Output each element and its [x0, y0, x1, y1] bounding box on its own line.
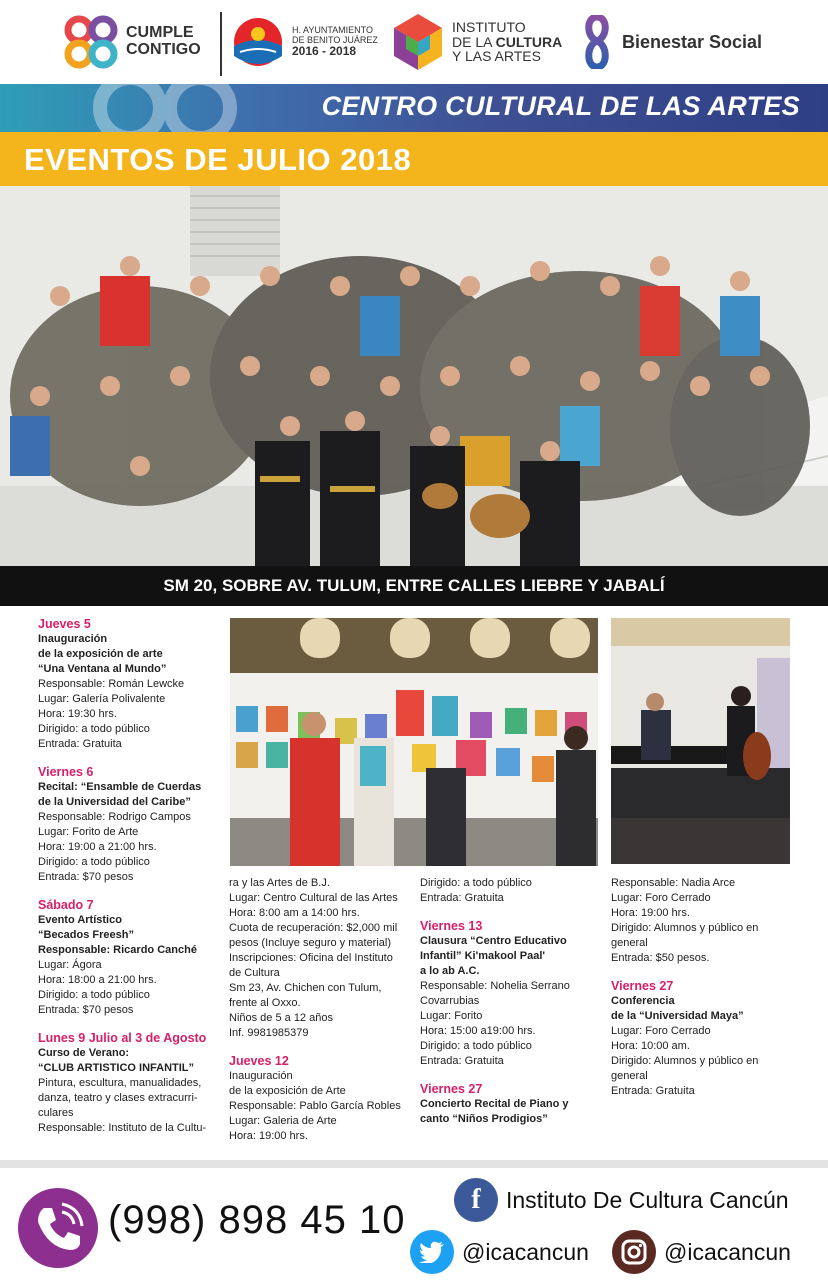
facebook-icon: f [454, 1178, 498, 1222]
event-jueves-12 [229, 1053, 414, 1144]
concert-photo [611, 618, 790, 864]
event-detail: Responsable: Nohelia Serrano [420, 980, 570, 992]
event-concierto-continued [611, 876, 801, 966]
instagram-link[interactable] [612, 1230, 791, 1274]
instagram-icon [612, 1230, 656, 1274]
instituto-cube-icon [392, 12, 444, 72]
event-date: Sábado 7 [38, 898, 94, 912]
cumple-contigo-emblem-icon [64, 15, 118, 69]
event-viernes-6 [38, 764, 224, 885]
event-detail: Inauguración [229, 1070, 293, 1082]
event-detail: frente al Oxxo. [229, 997, 301, 1009]
event-detail: Responsable: Instituto de la Cultu- [38, 1122, 207, 1134]
event-detail: Entrada: Gratuita [611, 1085, 695, 1097]
event-date: Viernes 6 [38, 765, 94, 779]
event-detail: Lugar: Galería Polivalente [38, 693, 166, 705]
ayuntamiento-years: 2016 - 2018 [292, 44, 357, 59]
ayuntamiento-text [292, 26, 378, 57]
event-detail: Hora: 10:00 am. [611, 1040, 690, 1052]
event-detail: Responsable: Nadia Arce [611, 877, 736, 889]
event-detail: Lugar: Foro Cerrado [611, 1025, 711, 1037]
event-detail: Entrada: $50 pesos. [611, 952, 710, 964]
event-detail: Dirigido: a todo público [420, 1040, 532, 1052]
event-heading: “Becados Freesh” [38, 929, 134, 941]
event-detail: Lugar: Galeria de Arte [229, 1115, 337, 1127]
event-detail: Sm 23, Av. Chichen con Tulum, [229, 982, 382, 994]
event-jueves-5 [38, 616, 224, 752]
instituto-line2a: DE LA [452, 33, 496, 50]
event-detail: Responsable: Román Lewcke [38, 678, 185, 690]
address-text: SM 20, SOBRE AV. TULUM, ENTRE CALLES LIEBRE Y JABALÍ [163, 576, 665, 595]
event-viernes-13 [420, 918, 606, 1069]
facebook-link[interactable] [454, 1178, 789, 1222]
event-detail: ra y las Artes de B.J. [229, 877, 330, 889]
banner-decoration-icon [90, 84, 240, 132]
events-column-2 [229, 876, 414, 1156]
event-viernes-27-conferencia [611, 978, 801, 1099]
bienestar-text: Bienestar Social [622, 31, 763, 52]
event-detail: Dirigido: a todo público [38, 856, 150, 868]
instituto-text [452, 20, 562, 64]
event-detail: Lugar: Centro Cultural de las Artes [229, 892, 398, 904]
art-gallery-photo [230, 618, 598, 866]
cumple-contigo-logo [64, 10, 201, 74]
event-heading: a lo ab A.C. [420, 965, 480, 977]
event-date: Viernes 27 [611, 979, 674, 993]
event-detail: Dirigido: a todo público [38, 989, 150, 1001]
event-detail: Lugar: Forito de Arte [38, 826, 139, 838]
event-detail: Pintura, escultura, manualidades, [38, 1077, 202, 1089]
header [0, 0, 828, 84]
event-detail: Inf. 9981985379 [229, 1027, 309, 1039]
event-detail: Entrada: Gratuita [420, 892, 504, 904]
address-bar [0, 566, 828, 606]
event-detail: Inscripciones: Oficina del Instituto [229, 952, 393, 964]
event-heading: “Una Ventana al Mundo” [38, 663, 167, 675]
event-detail: Hora: 19:30 hrs. [38, 708, 117, 720]
contigo-line: CONTIGO [126, 41, 201, 58]
event-detail: Entrada: Gratuita [420, 1055, 504, 1067]
event-detail: Covarrubias [420, 995, 480, 1007]
instituto-line3: Y LAS ARTES [452, 48, 541, 65]
twitter-handle: @icacancun [462, 1238, 589, 1265]
event-heading: Clausura “Centro Educativo [420, 935, 567, 947]
event-heading: Inauguración [38, 633, 108, 645]
event-date: Lunes 9 Julio al 3 de Agosto [38, 1031, 207, 1045]
event-date: Jueves 12 [229, 1054, 289, 1068]
event-jueves-12-continued [420, 876, 606, 906]
ayuntamiento-logo [232, 10, 378, 74]
bienestar-social-logo [582, 10, 762, 74]
event-heading: canto “Niños Prodigios” [420, 1113, 548, 1125]
event-heading: Infantil” Ki'makool Paal' [420, 950, 546, 962]
event-detail: Dirigido: a todo público [420, 877, 532, 889]
event-detail: Hora: 15:00 a19:00 hrs. [420, 1025, 536, 1037]
event-detail: Niños de 5 a 12 años [229, 1012, 333, 1024]
cumple-contigo-text [126, 25, 201, 59]
events-column-3 [420, 876, 606, 1139]
event-detail: Dirigido: Alumnos y público en [611, 922, 759, 934]
event-detail: Cuota de recuperación: $2,000 mil [229, 922, 398, 934]
phone-number[interactable]: (998) 898 45 10 [108, 1198, 406, 1242]
event-detail: Dirigido: a todo público [38, 723, 150, 735]
event-heading: Recital: “Ensamble de Cuerdas [38, 781, 202, 793]
ayuntamiento-line1: H. AYUNTAMIENTO [292, 25, 374, 36]
event-heading: de la Universidad del Caribe” [38, 796, 191, 808]
event-detail: Hora: 19:00 hrs. [229, 1130, 308, 1142]
instagram-handle: @icacancun [664, 1238, 791, 1265]
event-detail: general [611, 937, 648, 949]
event-detail: Hora: 8:00 am a 14:00 hrs. [229, 907, 360, 919]
ayuntamiento-line2: DE BENITO JUÁREZ [292, 34, 378, 45]
event-lunes-9 [38, 1030, 224, 1136]
group-photo [0, 186, 828, 566]
instituto-line2b: CULTURA [495, 33, 563, 50]
eventos-banner [0, 132, 828, 186]
event-heading: de la exposición de arte [38, 648, 163, 660]
event-detail: Hora: 19:00 hrs. [611, 907, 690, 919]
event-detail: de Cultura [229, 967, 280, 979]
event-heading: de la “Universidad Maya” [611, 1010, 744, 1022]
event-heading: Curso de Verano: [38, 1047, 130, 1059]
events-column-1 [38, 616, 224, 1148]
event-detail: general [611, 1070, 648, 1082]
event-detail: Entrada: $70 pesos [38, 871, 134, 883]
event-detail: de la exposición de Arte [229, 1085, 346, 1097]
event-heading: Concierto Recital de Piano y [420, 1098, 569, 1110]
event-heading: Evento Artístico [38, 914, 122, 926]
event-detail: Responsable: Pablo García Robles [229, 1100, 401, 1112]
twitter-link[interactable] [410, 1230, 589, 1274]
ayuntamiento-emblem-icon [232, 16, 284, 68]
event-detail: Hora: 18:00 a 21:00 hrs. [38, 974, 157, 986]
event-viernes-27-concierto [420, 1081, 606, 1127]
event-detail: Responsable: Rodrigo Campos [38, 811, 191, 823]
footer-separator [0, 1160, 828, 1168]
twitter-icon [410, 1230, 454, 1274]
event-sabado-7 [38, 897, 224, 1018]
cumple-line: CUMPLE [126, 24, 194, 42]
event-heading: “CLUB ARTISTICO INFANTIL” [38, 1062, 195, 1074]
event-heading: Responsable: Ricardo Canché [38, 944, 197, 956]
logo-divider [220, 12, 222, 76]
eventos-title: EVENTOS DE JULIO 2018 [24, 142, 412, 177]
event-date: Viernes 27 [420, 1082, 483, 1096]
instituto-cultura-logo [392, 10, 562, 74]
facebook-name: Instituto De Cultura Cancún [506, 1186, 789, 1213]
phone-icon [18, 1188, 98, 1268]
event-detail: Lugar: Forito [420, 1010, 483, 1022]
centro-cultural-banner [0, 84, 828, 132]
event-detail: culares [38, 1107, 74, 1119]
event-detail: Entrada: $70 pesos [38, 1004, 134, 1016]
event-detail: danza, teatro y clases extracurri- [38, 1092, 198, 1104]
event-detail: Lugar: Foro Cerrado [611, 892, 711, 904]
event-heading: Conferencia [611, 995, 675, 1007]
event-detail: Entrada: Gratuita [38, 738, 122, 750]
event-detail: Hora: 19:00 a 21:00 hrs. [38, 841, 157, 853]
event-detail: pesos (Incluye seguro y material) [229, 937, 392, 949]
instituto-line1: INSTITUTO [452, 18, 526, 35]
event-date: Viernes 13 [420, 919, 483, 933]
event-date: Jueves 5 [38, 617, 91, 631]
events-column-4 [611, 876, 801, 1111]
event-club-artistico-continued [229, 876, 414, 1041]
event-detail: Lugar: Ágora [38, 959, 102, 971]
bienestar-emblem-icon [582, 15, 612, 69]
centro-cultural-title: CENTRO CULTURAL DE LAS ARTES [321, 91, 800, 121]
event-detail: Dirigido: Alumnos y público en [611, 1055, 759, 1067]
